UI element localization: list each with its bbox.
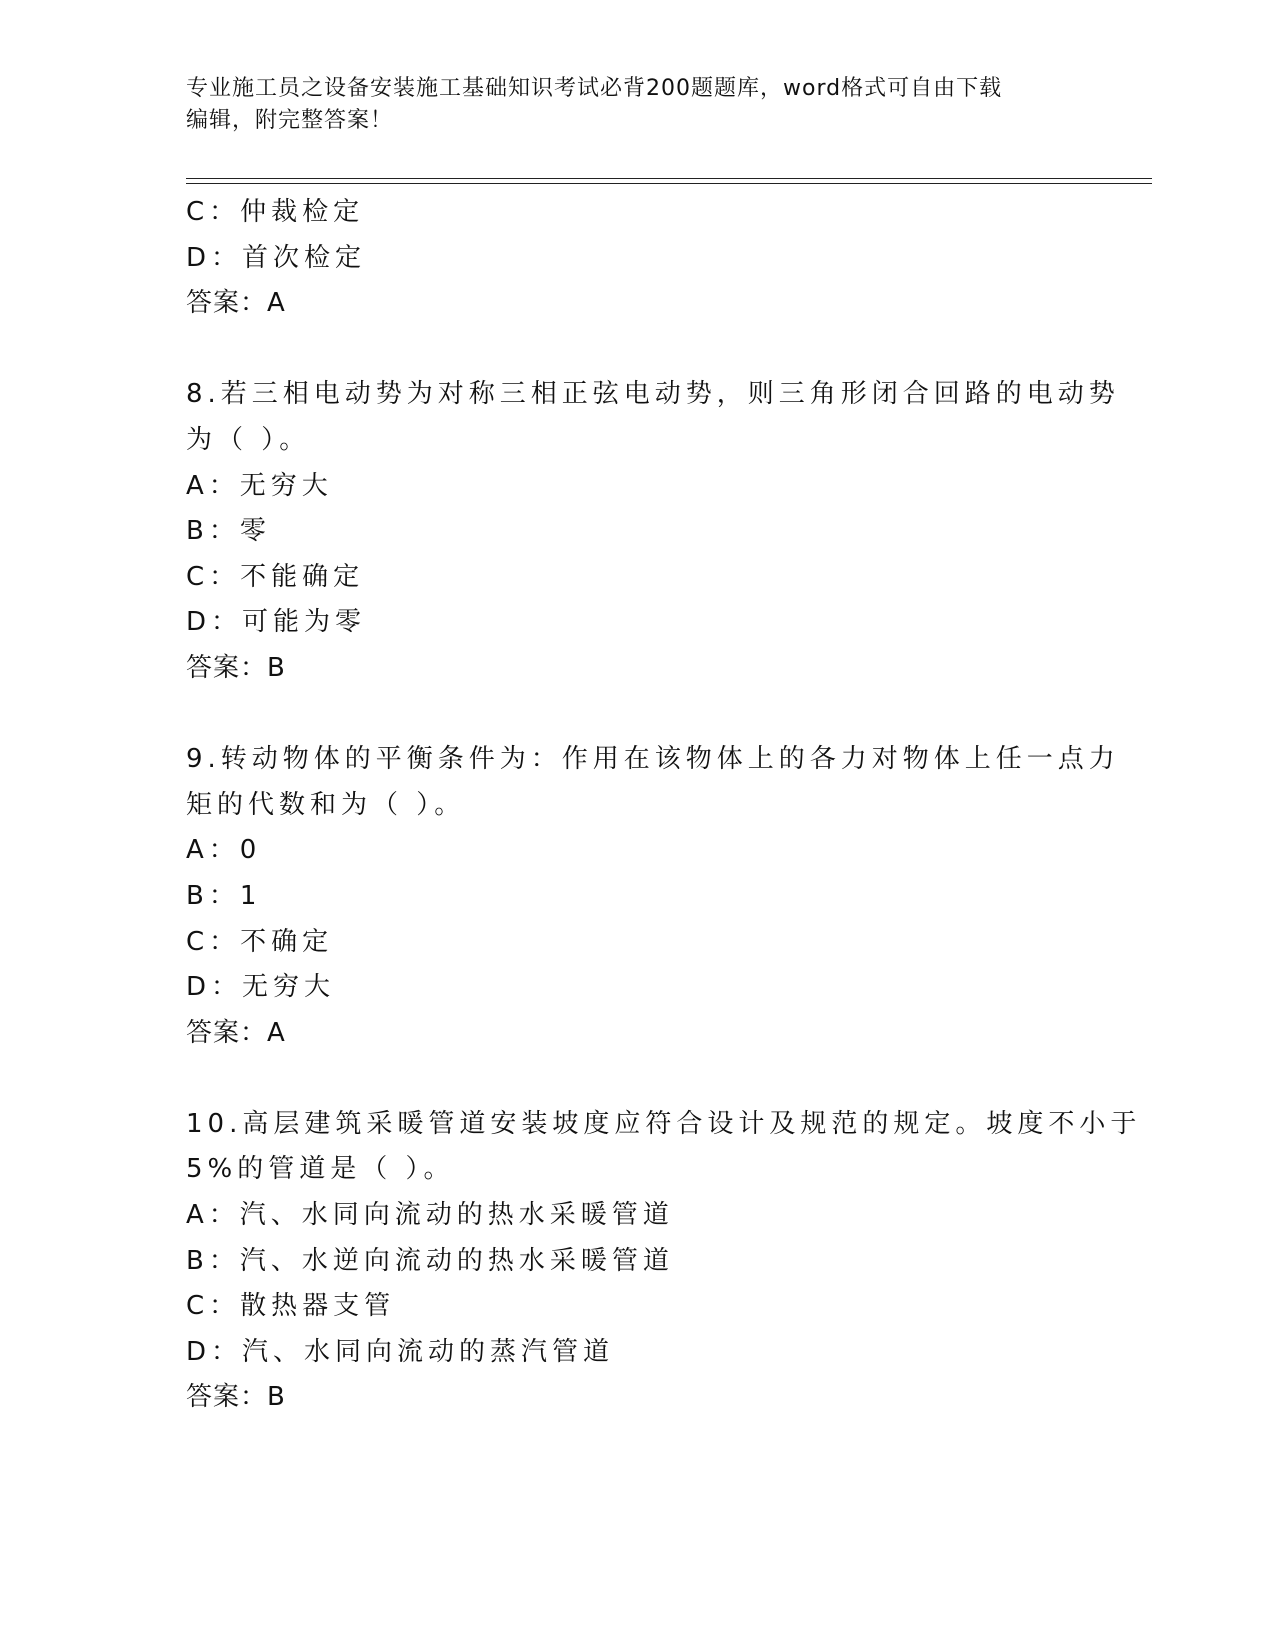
header-title-line-1: 专业施工员之设备安装施工基础知识考试必背200题题库，word格式可自由下载 xyxy=(186,76,1003,101)
question-8-stem-line-1: 8.若三相电动势为对称三相正弦电动势，则三角形闭合回路的电动势 xyxy=(186,379,1120,410)
question-9-option-c: C：不确定 xyxy=(186,926,334,957)
header-divider-bottom xyxy=(186,183,1152,184)
question-9-stem-line-1: 9.转动物体的平衡条件为：作用在该物体上的各力对物体上任一点力 xyxy=(186,744,1120,775)
question-10 xyxy=(186,1102,1142,1421)
question-10-option-b: B：汽、水逆向流动的热水采暖管道 xyxy=(186,1245,674,1276)
question-9-answer: 答案：A xyxy=(186,1017,286,1048)
question-10-option-c: C：散热器支管 xyxy=(186,1291,396,1322)
question-10-stem-line-1: 10.高层建筑采暖管道安装坡度应符合设计及规范的规定。坡度不小于 xyxy=(186,1108,1142,1139)
question-10-stem-line-2: 5%的管道是（ ）。 xyxy=(186,1154,455,1185)
question-8-option-d: D：可能为零 xyxy=(186,607,367,638)
question-8-option-b: B：零 xyxy=(186,516,271,547)
header-title-line-2: 编辑，附完整答案！ xyxy=(186,108,394,133)
question-list xyxy=(186,190,1142,1421)
question-9-option-b: B：1 xyxy=(186,880,262,911)
header-divider-top xyxy=(186,178,1152,179)
question-8-stem-line-2: 为（ ）。 xyxy=(186,424,311,455)
question-8-option-a: A：无穷大 xyxy=(186,470,333,501)
question-8-option-c: C：不能确定 xyxy=(186,561,365,592)
question-8 xyxy=(186,372,1120,691)
question-10-answer: 答案：B xyxy=(186,1382,286,1413)
question-7-tail xyxy=(186,190,1086,327)
question-9-option-d: D：无穷大 xyxy=(186,972,336,1003)
question-10-option-d: D：汽、水同向流动的蒸汽管道 xyxy=(186,1336,615,1367)
question-9-stem-line-2: 矩的代数和为（ ）。 xyxy=(186,789,466,820)
question-7-answer: 答案：A xyxy=(186,288,286,319)
question-7-option-c: C：仲裁检定 xyxy=(186,197,365,227)
question-7-option-d: D：首次检定 xyxy=(186,242,367,273)
spacer xyxy=(186,692,1086,738)
question-10-option-a: A：汽、水同向流动的热水采暖管道 xyxy=(186,1200,674,1231)
document-header xyxy=(186,73,1086,137)
question-9 xyxy=(186,737,1120,1056)
spacer xyxy=(186,1056,1086,1102)
question-8-answer: 答案：B xyxy=(186,652,286,683)
spacer xyxy=(186,327,1086,373)
question-9-option-a: A：0 xyxy=(186,835,262,866)
